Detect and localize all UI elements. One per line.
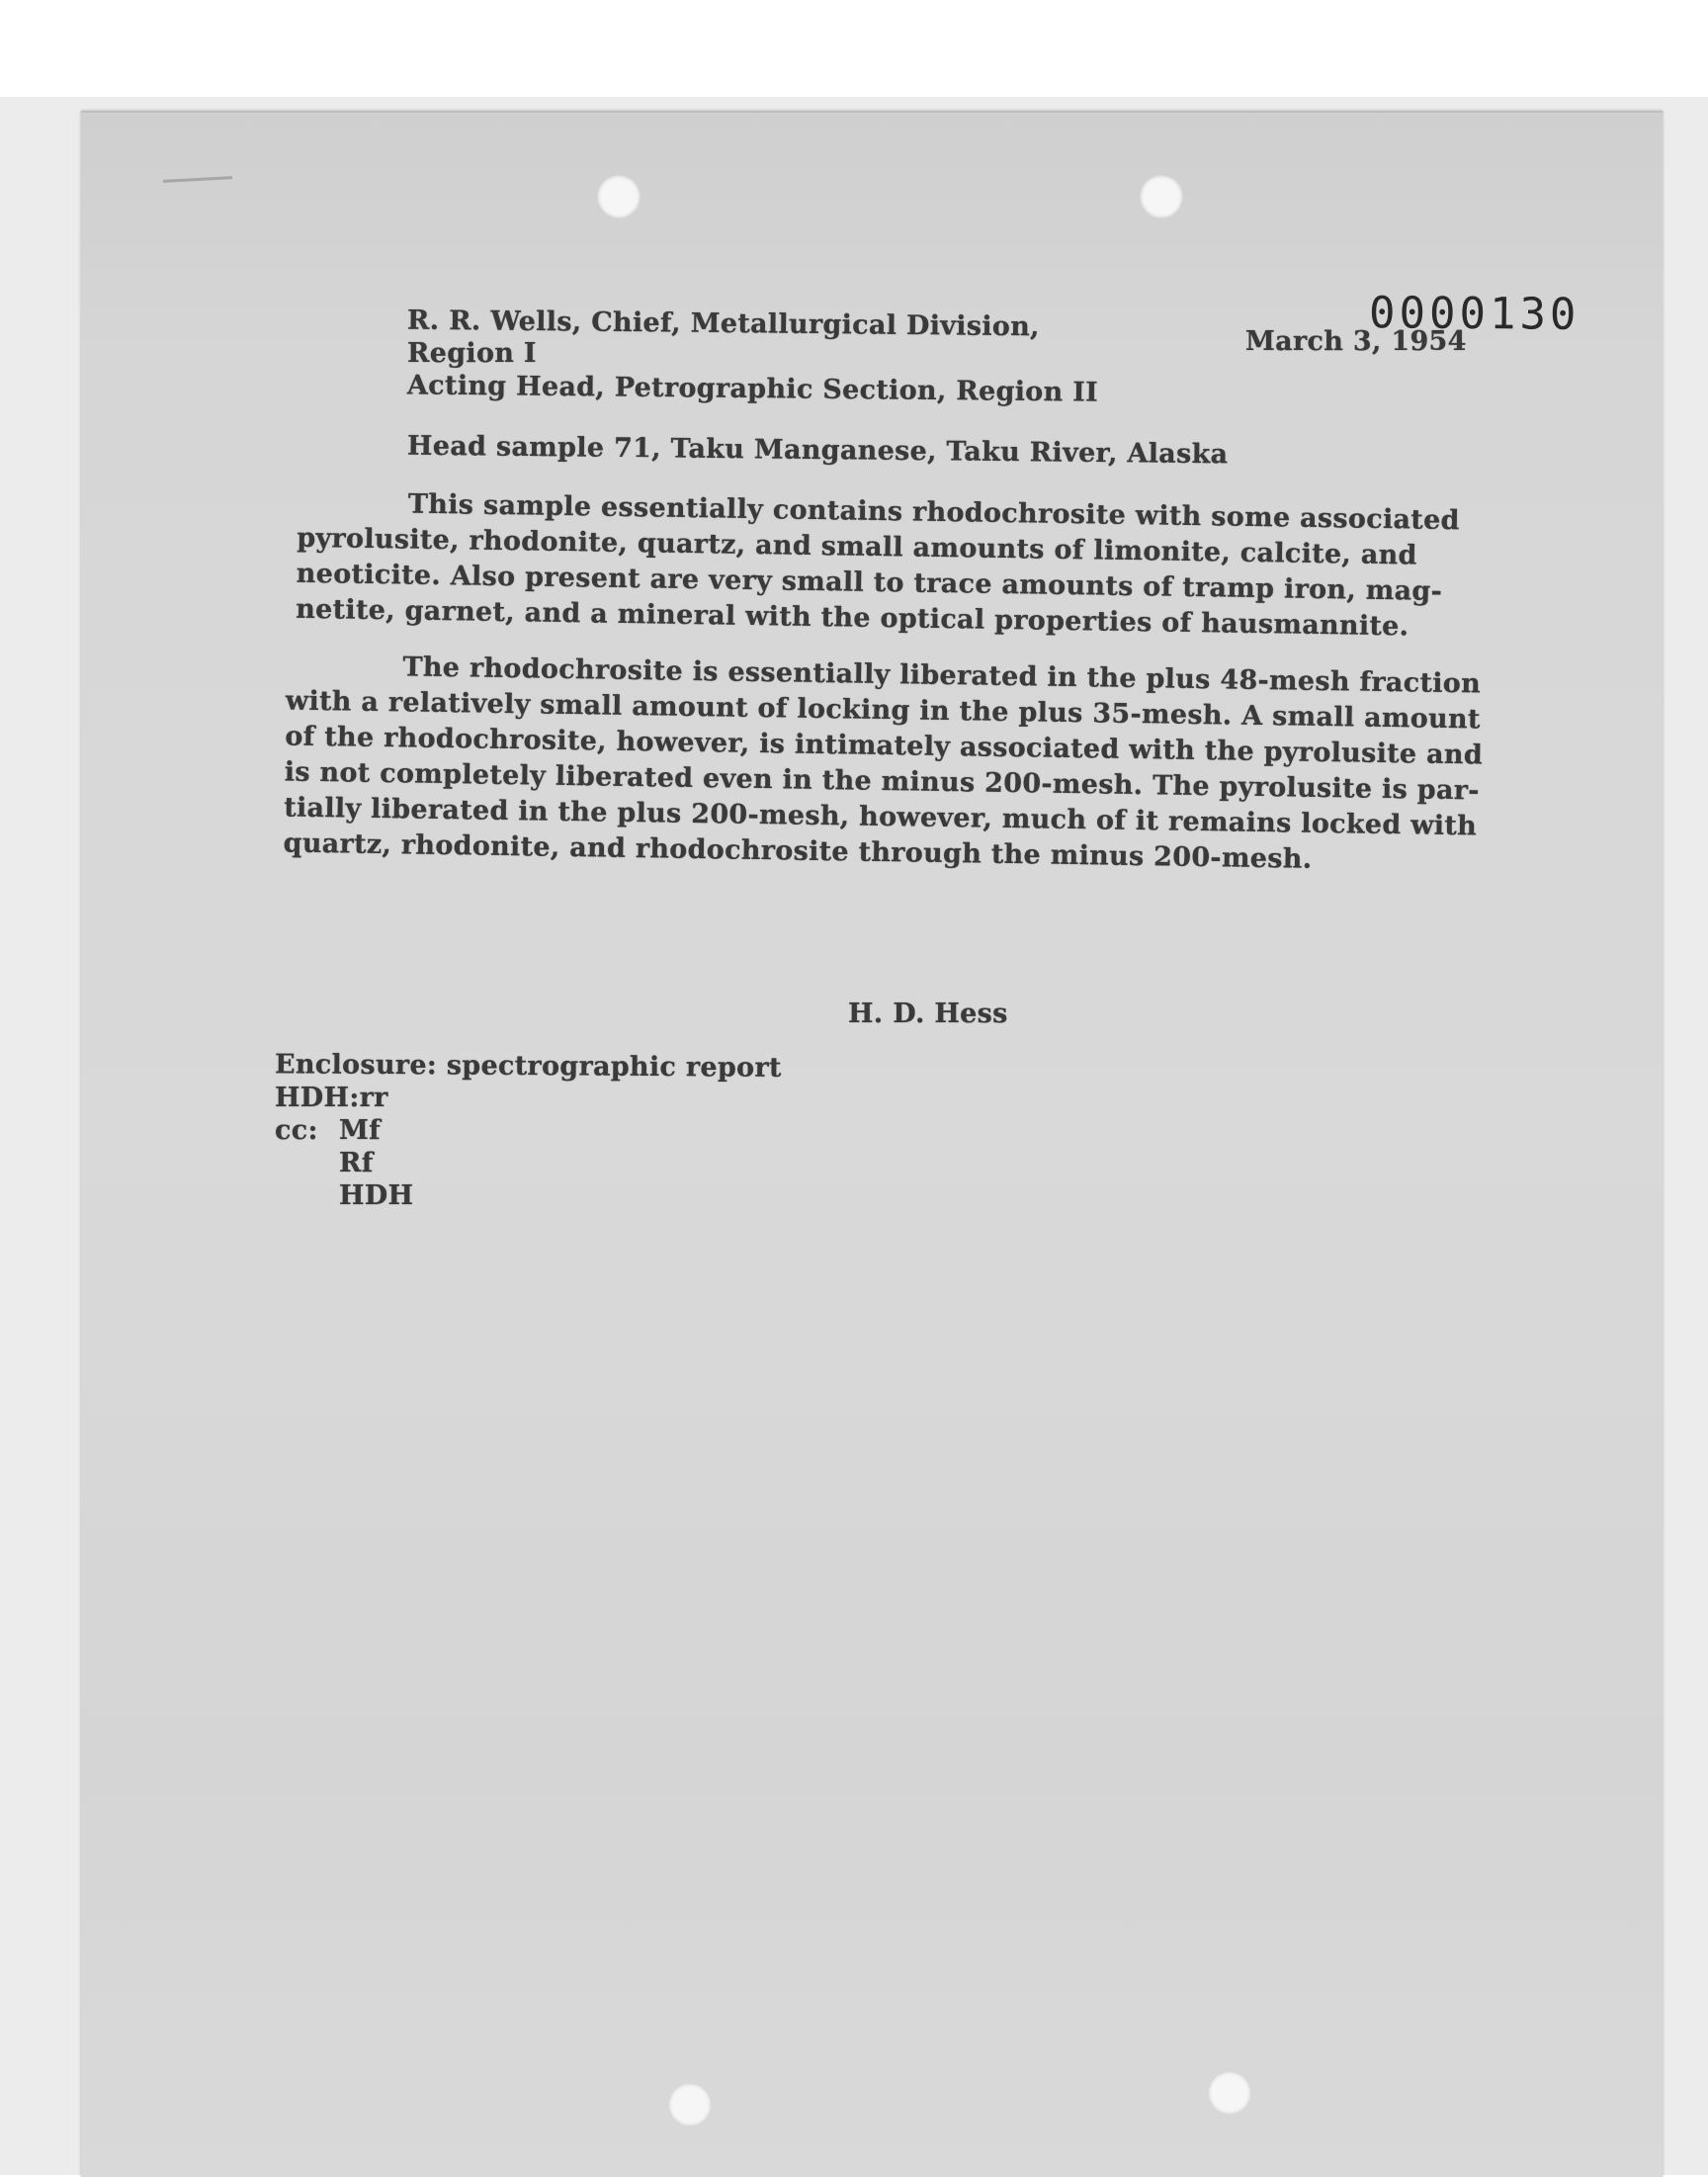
punch-hole-top-right <box>1140 175 1183 218</box>
paragraph-2-line: is not completely liberated even in the minus 200-mesh. The pyrolusite is par- <box>284 756 1481 807</box>
to-line-2: Region I <box>407 338 537 369</box>
paragraph-1-line: This sample essentially contains rhodochrosite with some associated <box>407 488 1460 537</box>
paragraph-1-line: pyrolusite, rhodonite, quartz, and small amounts of limonite, calcite, and <box>297 522 1417 571</box>
punch-hole-bottom-left <box>668 2083 712 2127</box>
to-line-1: R. R. Wells, Chief, Metallurgical Division, <box>406 305 1040 343</box>
cc-recipient: HDH <box>339 1180 414 1211</box>
initials-line: HDH:rr <box>275 1083 388 1113</box>
memo-date: March 3, 1954 <box>1245 326 1467 357</box>
paragraph-2-line: tially liberated in the plus 200-mesh, however, much of it remains locked with <box>283 792 1478 842</box>
punch-hole-bottom-right <box>1208 2071 1251 2115</box>
enclosure-line: Enclosure: spectrographic report <box>274 1049 782 1084</box>
cc-recipient: Mf <box>339 1115 382 1146</box>
document-stamp-number: 0000130 <box>1368 288 1580 340</box>
paragraph-2-line: quartz, rhodonite, and rhodochrosite through the minus 200-mesh. <box>283 827 1313 875</box>
from-line: Acting Head, Petrographic Section, Region II <box>406 370 1099 408</box>
paragraph-2-line: with a relatively small amount of locking in the plus 35-mesh. A small amount <box>285 685 1481 736</box>
body-paragraph-1 <box>296 485 1460 646</box>
paragraph-1-line: netite, garnet, and a mineral with the optical properties of hausmannite. <box>295 593 1409 643</box>
cc-recipient: Rf <box>339 1148 374 1178</box>
paragraph-1-line: neoticite. Also present are very small to trace amounts of tramp iron, mag- <box>296 558 1443 607</box>
paragraph-2-line: The rhodochrosite is essentially liberated in the plus 48-mesh fraction <box>402 652 1482 700</box>
signature-name: H. D. Hess <box>848 999 1008 1029</box>
document-page <box>81 111 1663 2177</box>
cc-label: cc: <box>275 1115 318 1146</box>
subject-line: Head sample 71, Taku Manganese, Taku River, Alaska <box>406 430 1229 471</box>
paragraph-2-line: of the rhodochrosite, however, is intimately associated with the pyrolusite and <box>285 721 1484 771</box>
body-paragraph-2 <box>283 648 1484 880</box>
punch-hole-top-left <box>597 175 640 218</box>
